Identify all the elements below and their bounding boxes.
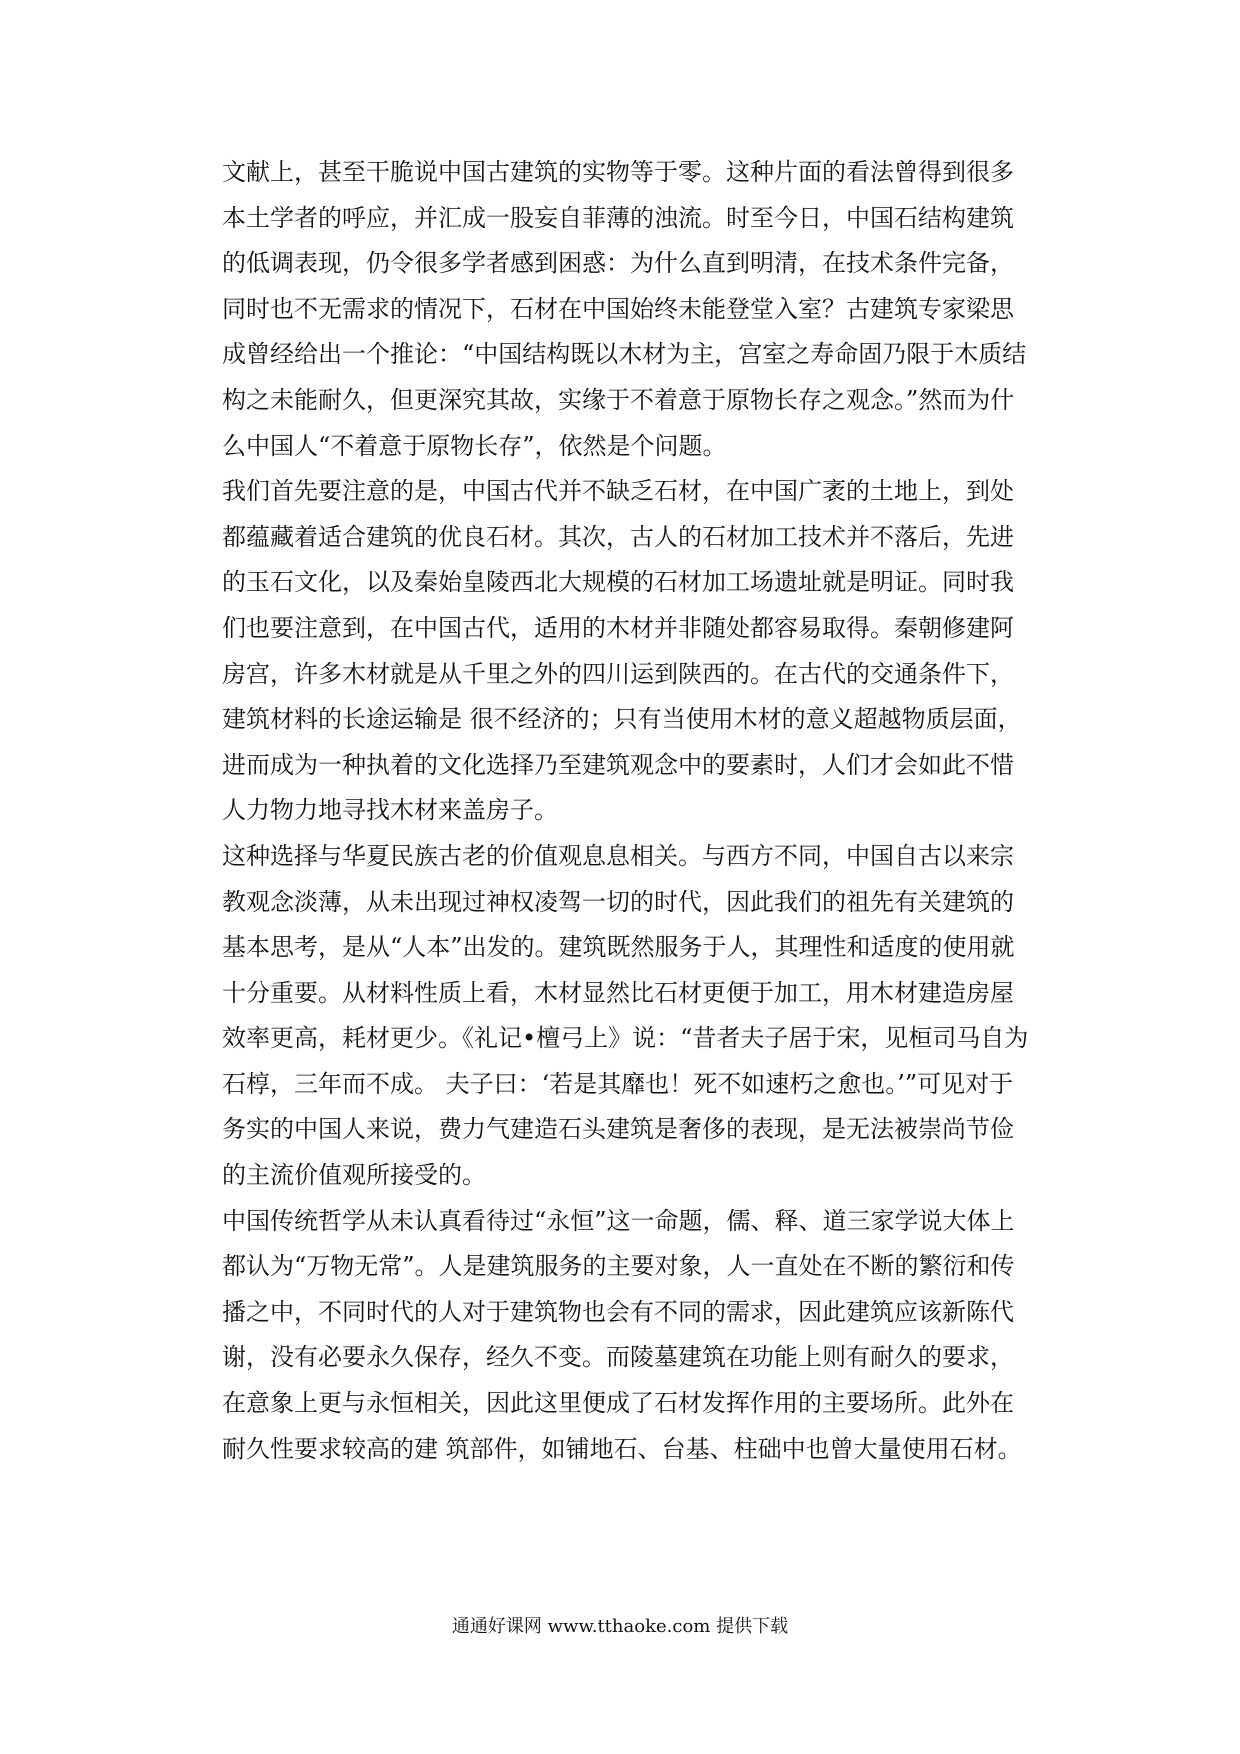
text-line: 文献上，甚至干脆说中国古建筑的实物等于零。这种片面的看法曾得到很多 bbox=[222, 158, 1014, 186]
text-line: 教观念淡薄，从未出现过神权凌驾一切的时代，因此我们的祖先有关建筑的 bbox=[222, 887, 1014, 916]
text-line: 中国传统哲学从未认真看待过“永恒”这一命题，儒、释、道三家学说大体上 bbox=[222, 1206, 1015, 1235]
text-line: 构之未能耐久，但更深究其故，实缘于不着意于原物长存之观念。”然而为什 bbox=[222, 385, 1015, 414]
body-text bbox=[222, 150, 1052, 1472]
text-line: 这种选择与华夏民族古老的价值观息息相关。与西方不同，中国自古以来宗 bbox=[222, 841, 1014, 870]
text-line: 么中国人“不着意于原物长存”，依然是个问题。 bbox=[222, 431, 727, 460]
text-line: 播之中，不同时代的人对于建筑物也会有不同的需求，因此建筑应该新陈代 bbox=[222, 1297, 1014, 1326]
text-line: 都蕴藏着适合建筑的优良石材。其次，古人的石材加工技术并不落后，先进 bbox=[222, 522, 1014, 551]
text-line: 们也要注意到，在中国古代，适用的木材并非随处都容易取得。秦朝修建阿 bbox=[222, 613, 1014, 642]
text-line: 耐久性要求较高的建 筑部件，如铺地石、台基、柱础中也曾大量使用石材。 bbox=[222, 1434, 1022, 1463]
text-line: 石椁，三年而不成。 夫子曰：‘若是其靡也！死不如速朽之愈也。’”可见对于 bbox=[222, 1069, 1014, 1098]
page-footer: 通通好课网 www.tthaoke.com 提供下载 bbox=[451, 1616, 789, 1637]
text-line: 都认为“万物无常”。人是建筑服务的主要对象，人一直处在不断的繁衍和传 bbox=[222, 1252, 1015, 1281]
paragraph bbox=[222, 469, 1052, 834]
text-line: 务实的中国人来说，费力气建造石头建筑是奢侈的表现，是无法被崇尚节俭 bbox=[222, 1115, 1014, 1144]
text-line: 进而成为一种执着的文化选择乃至建筑观念中的要素时，人们才会如此不惜 bbox=[222, 750, 1014, 779]
text-line: 基本思考，是从“人本”出发的。建筑既然服务于人，其理性和适度的使用就 bbox=[222, 933, 1015, 962]
text-line: 我们首先要注意的是，中国古代并不缺乏石材，在中国广袤的土地上，到处 bbox=[222, 477, 1014, 506]
paragraph bbox=[222, 834, 1052, 1199]
text-line: 效率更高，耗材更少。《礼记•檀弓上》说：“昔者夫子居于宋，见桓司马自为 bbox=[222, 1024, 1029, 1053]
text-line: 的低调表现，仍令很多学者感到困惑：为什么直到明清，在技术条件完备， bbox=[222, 249, 1014, 278]
text-line: 人力物力地寻找木材来盖房子。 bbox=[222, 796, 558, 825]
text-line: 在意象上更与永恒相关，因此这里便成了石材发挥作用的主要场所。此外在 bbox=[222, 1389, 1014, 1418]
text-line: 建筑材料的长途运输是 很不经济的；只有当使用木材的意义超越物质层面， bbox=[222, 705, 1022, 734]
text-line: 本土学者的呼应，并汇成一股妄自菲薄的浊流。时至今日，中国石结构建筑 bbox=[222, 203, 1014, 232]
text-line: 十分重要。从材料性质上看，木材显然比石材更便于加工，用木材建造房屋 bbox=[222, 978, 1014, 1007]
text-line: 房宫，许多木材就是从千里之外的四川运到陕西的。在古代的交通条件下， bbox=[222, 659, 1014, 688]
text-line: 成曾经给出一个推论：“中国结构既以木材为主，宫室之寿命固乃限于木质结 bbox=[222, 340, 1027, 369]
text-line: 谢，没有必要永久保存，经久不变。而陵墓建筑在功能上则有耐久的要求， bbox=[222, 1343, 1014, 1372]
paragraph bbox=[222, 150, 1052, 469]
text-line: 同时也不无需求的情况下，石材在中国始终未能登堂入室？古建筑专家梁思 bbox=[222, 294, 1014, 323]
text-line: 的主流价值观所接受的。 bbox=[222, 1161, 486, 1190]
paragraph bbox=[222, 1199, 1052, 1473]
text-line: 的玉石文化，以及秦始皇陵西北大规模的石材加工场遗址就是明证。同时我 bbox=[222, 568, 1014, 597]
